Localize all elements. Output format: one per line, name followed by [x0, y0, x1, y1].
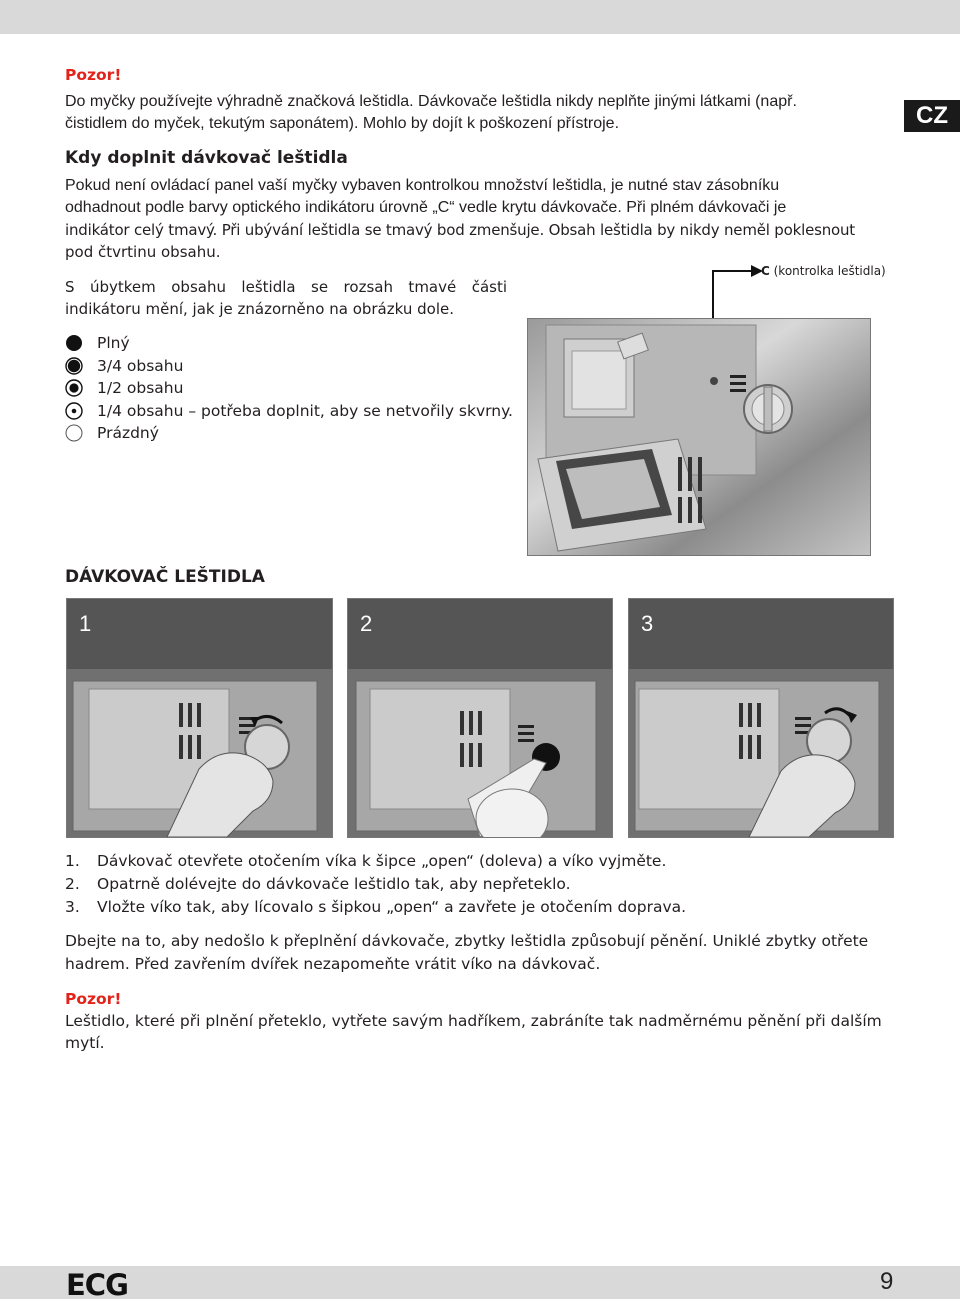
- indicator-three-quarter-icon: [65, 357, 83, 375]
- note-line-1: Dbejte na to, aby nedošlo k přeplnění dávkovače, zbytky leštidla způsobují pěnění. Uniklé zbytky otřete: [65, 932, 869, 950]
- step-photo-3: [628, 598, 894, 838]
- indicator-quarter-icon: [65, 402, 83, 420]
- refill-line-2: odhadnout podle barvy optického indikátoru úrovně „C“ vedle krytu dávkovače. Při plném dávkovači je: [65, 199, 787, 216]
- indicator-half-icon: [65, 379, 83, 397]
- warning2-title: Pozor!: [65, 990, 122, 1008]
- indicator-callout-arrow: [705, 262, 765, 324]
- refill-line-3: indikátor celý tmavý. Při ubývání leštidla se tmavý bod zmenšuje. Obsah leštidla by nikdy neměl poklesnout: [65, 221, 855, 239]
- steps-list: [65, 850, 686, 919]
- section-title: DÁVKOVAČ LEŠTIDLA: [65, 567, 265, 587]
- warning2-line-1: Leštidlo, které při plnění přeteklo, vytřete savým hadříkem, zabráníte tak nadměrnému pěnění při dalším: [65, 1012, 882, 1030]
- refill-line-4: pod čtvrtinu obsahu.: [65, 243, 221, 261]
- warning2-line-2: mytí.: [65, 1034, 105, 1052]
- refill-heading: Kdy doplnit dávkovač leštidla: [65, 148, 348, 168]
- step-number: 2: [360, 611, 373, 636]
- step-item: 2. Opatrně dolévejte do dávkovače leštidlo tak, aby nepřeteklo.: [65, 875, 571, 893]
- step-number: 3: [641, 611, 654, 636]
- legend-item: 3/4 obsahu: [65, 355, 513, 378]
- legend-item: Plný: [65, 332, 513, 355]
- step-item: 3. Vložte víko tak, aby lícovalo s šipkou „open“ a zavřete je otočením doprava.: [65, 898, 687, 916]
- refill-line-1: Pokud není ovládací panel vaší myčky vybaven kontrolkou množství leštidla, je nutné stav zásobníku: [65, 177, 780, 194]
- warning-line-1: Do myčky používejte výhradně značková leštidla. Dávkovače leštidla nikdy neplňte jinými látkami (např.: [65, 93, 797, 110]
- step-photo-1: [66, 598, 333, 838]
- indicator-legend: [65, 332, 513, 445]
- step-number: 1: [79, 611, 92, 636]
- legend-item: 1/4 obsahu – potřeba doplnit, aby se netvořily skvrny.: [65, 400, 513, 423]
- indicator-label: C (kontrolka leštidla): [761, 264, 886, 278]
- note-line-2: hadrem. Před zavřením dvířek nezapomeňte vrátit víko na dávkovač.: [65, 955, 601, 973]
- step-photo-2: [347, 598, 613, 838]
- indicator-full-icon: [65, 334, 83, 352]
- top-bar: [0, 0, 960, 34]
- legend-item: 1/2 obsahu: [65, 377, 513, 400]
- warning-title: Pozor!: [65, 66, 122, 84]
- refill-para2-line-2: indikátoru mění, jak je znázorněno na obrázku dole.: [65, 300, 454, 318]
- brand-logo: ECG: [66, 1268, 128, 1302]
- refill-para2-line-1: S úbytkem obsahu leštidla se rozsah tmavé části: [65, 278, 507, 296]
- step-item: 1. Dávkovač otevřete otočením víka k šipce „open“ (doleva) a víko vyjměte.: [65, 852, 667, 870]
- indicator-empty-icon: [65, 424, 83, 442]
- dispenser-photo: [527, 318, 871, 556]
- warning-line-2: čistidlem do myček, tekutým saponátem). Mohlo by dojít k poškození přístroje.: [65, 115, 620, 132]
- page-number: 9: [880, 1268, 894, 1295]
- language-badge: CZ: [904, 100, 960, 132]
- bottom-bar: [0, 1266, 960, 1299]
- legend-item: Prázdný: [65, 422, 513, 445]
